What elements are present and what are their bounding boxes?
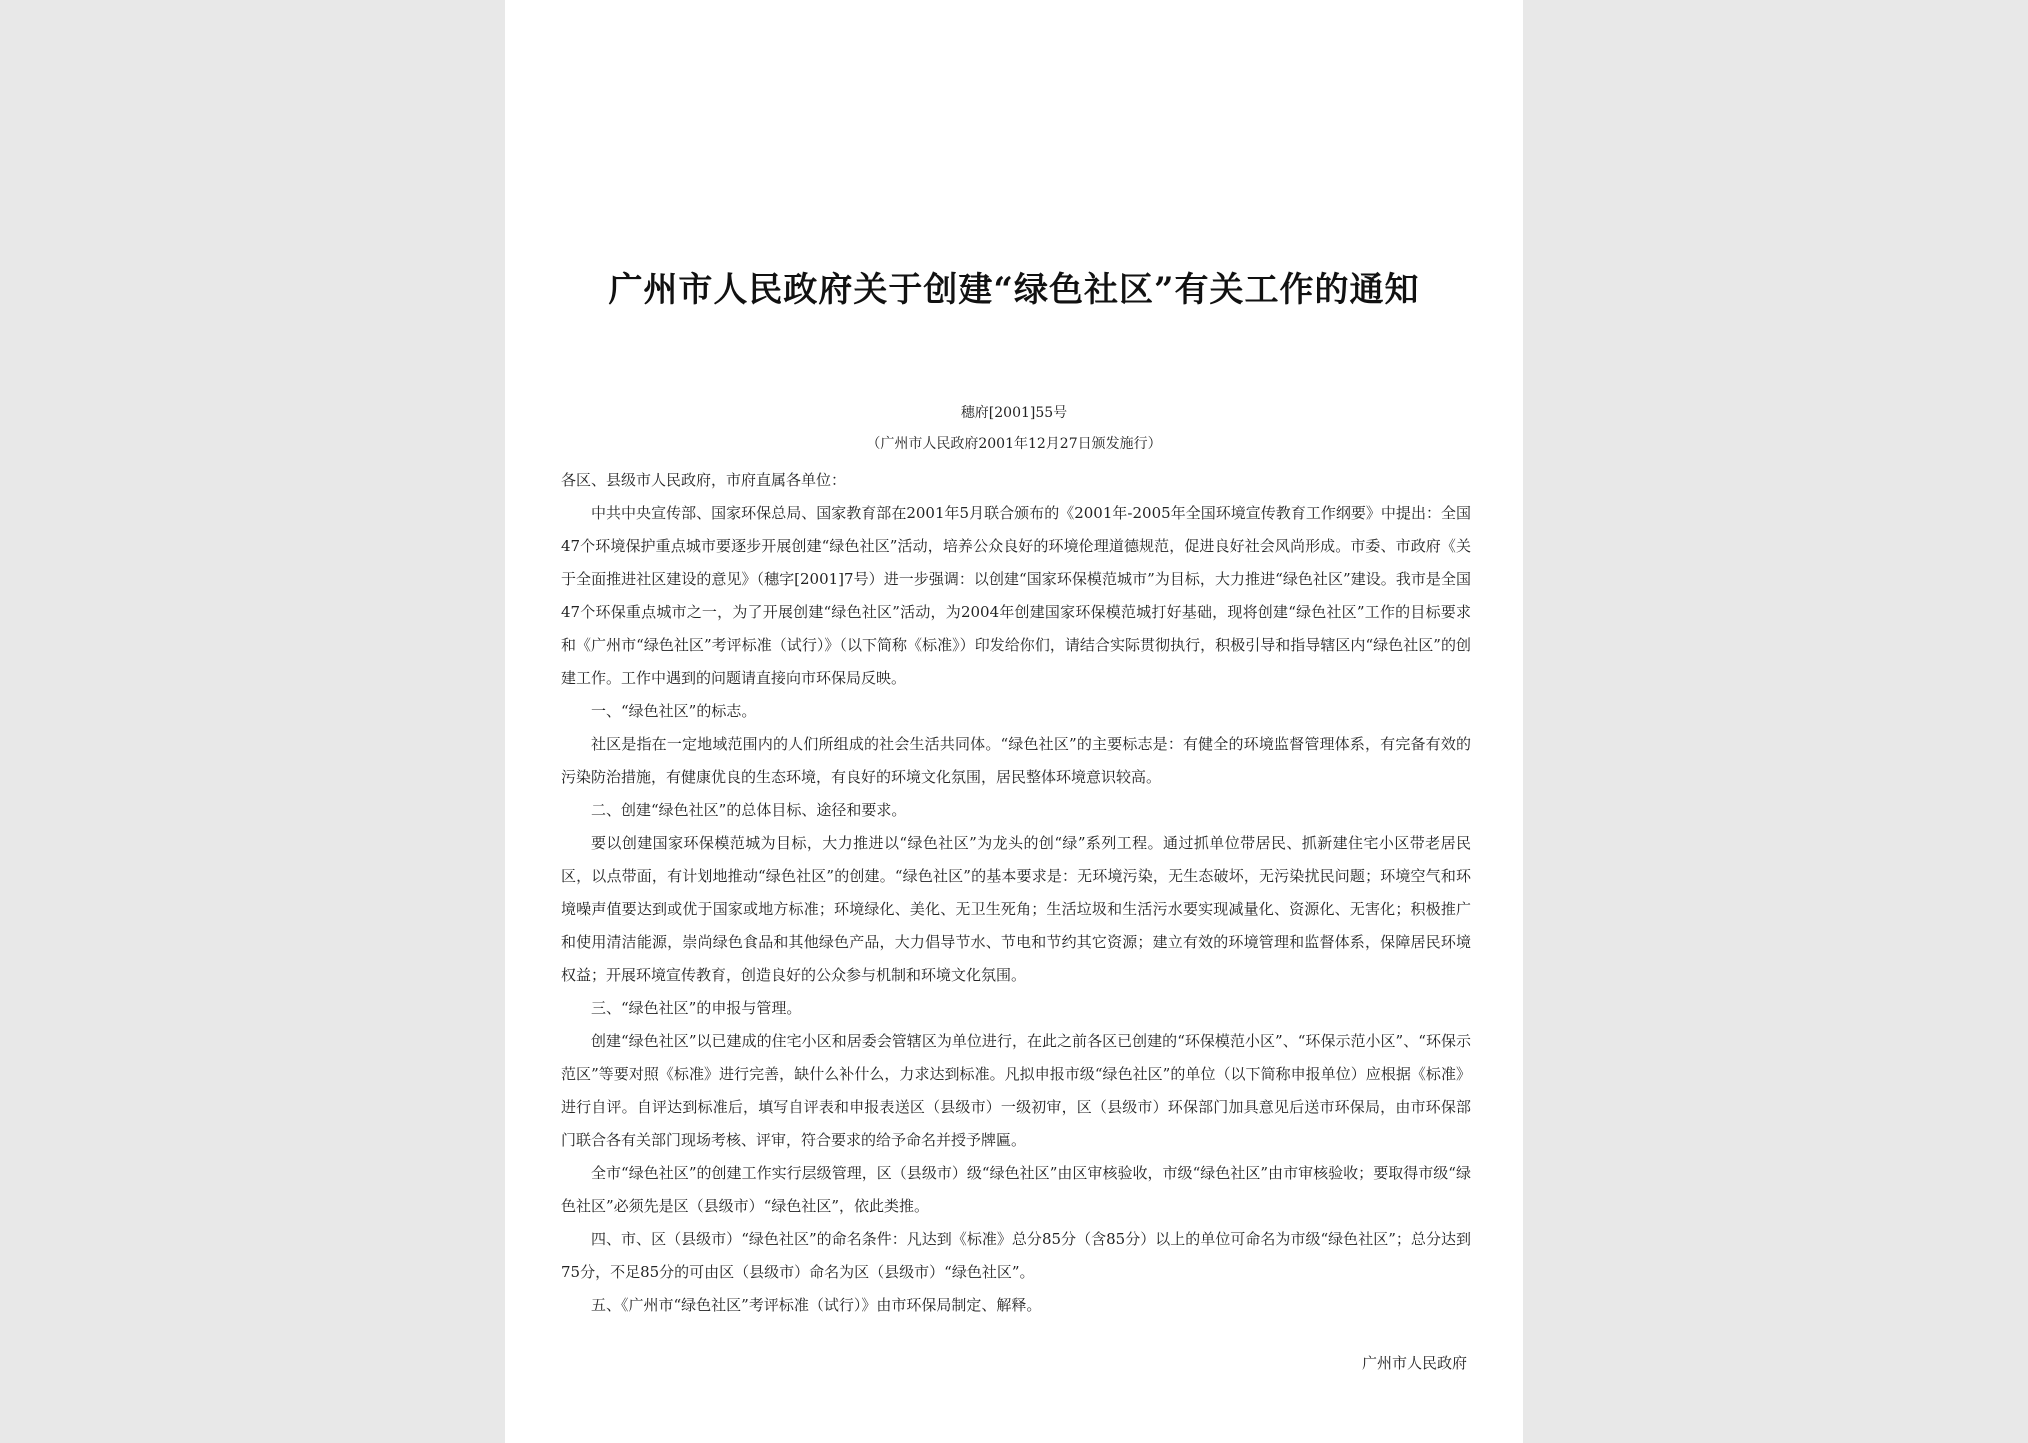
signature: 广州市人民政府: [1361, 1354, 1467, 1372]
section-heading-2: 二、创建“绿色社区”的总体目标、途径和要求。: [591, 801, 907, 819]
section-heading-5: 五、《广州市“绿色社区”考评标准（试行）》由市环保局制定、解释。: [591, 1296, 1042, 1314]
paragraph: 全市“绿色社区”的创建工作实行层级管理，区（县级市）级“绿色社区”由区审核验收，市级“绿色社区”由市审核验收；要取得市级“绿色社区”必须先是区（县级市）“绿色社区”，依此类推。: [561, 1164, 1471, 1215]
document-title: 广州市人民政府关于创建“绿色社区”有关工作的通知: [608, 270, 1420, 310]
document-body: [561, 464, 1471, 1322]
section-heading-3: 三、“绿色社区”的申报与管理。: [591, 999, 802, 1017]
paragraph: 要以创建国家环保模范城为目标，大力推进以“绿色社区”为龙头的创“绿”系列工程。通过抓单位带居民、抓新建住宅小区带老居民区，以点带面，有计划地推动“绿色社区”的创建。“绿色社区”的基本要求是：无环境污染，无生态破坏，无污染扰民问题；环境空气和环境噪声值要达到或优于国家或地方标准；环境绿化、美化、无卫生死角；生活垃圾和生活污水要实现减量化、资源化、无害化；积极推广和使用清洁能源，崇尚绿色食品和其他绿色产品，大力倡导节水、节电和节约其它资源；建立有效的环境管理和监督体系，保障居民环境权益；开展环境宣传教育，创造良好的公众参与机制和环境文化氛围。: [561, 834, 1471, 984]
paragraph: 社区是指在一定地域范围内的人们所组成的社会生活共同体。“绿色社区”的主要标志是：有健全的环境监督管理体系，有完备有效的污染防治措施，有健康优良的生态环境，有良好的环境文化氛围，居民整体环境意识较高。: [561, 735, 1471, 786]
salutation: 各区、县级市人民政府，市府直属各单位：: [561, 471, 847, 489]
section-heading-1: 一、“绿色社区”的标志。: [591, 702, 757, 720]
document-number: 穗府[2001]55号: [960, 405, 1068, 421]
paragraph: 中共中央宣传部、国家环保总局、国家教育部在2001年5月联合颁布的《2001年-2005年全国环境宣传教育工作纲要》中提出：全国47个环境保护重点城市要逐步开展创建“绿色社区”活动，培养公众良好的环境伦理道德规范，促进良好社会风尚形成。市委、市政府《关于全面推进社区建设的意见》（穗字[2001]7号）进一步强调：以创建“国家环保模范城市”为目标，大力推进“绿色社区”建设。我市是全国47个环保重点城市之一，为了开展创建“绿色社区”活动，为2004年创建国家环保模范城打好基础，现将创建“绿色社区”工作的目标要求和《广州市“绿色社区”考评标准（试行）》（以下简称《标准》）印发给你们，请结合实际贯彻执行，积极引导和指导辖区内“绿色社区”的创建工作。工作中遇到的问题请直接向市环保局反映。: [561, 504, 1471, 687]
document-page: [505, 0, 1523, 1443]
issued-note: （广州市人民政府2001年12月27日颁发施行）: [866, 436, 1162, 452]
paragraph: 创建“绿色社区”以已建成的住宅小区和居委会管辖区为单位进行，在此之前各区已创建的“环保模范小区”、“环保示范小区”、“环保示范区”等要对照《标准》进行完善，缺什么补什么，力求达到标准。凡拟申报市级“绿色社区”的单位（以下简称申报单位）应根据《标准》进行自评。自评达到标准后，填写自评表和申报表送区（县级市）一级初审，区（县级市）环保部门加具意见后送市环保局，由市环保部门联合各有关部门现场考核、评审，符合要求的给予命名并授予牌匾。: [561, 1032, 1471, 1149]
section-heading-4: 四、市、区（县级市）“绿色社区”的命名条件：凡达到《标准》总分85分（含85分）以上的单位可命名为市级“绿色社区”；总分达到75分，不足85分的可由区（县级市）命名为区（县级市）“绿色社区”。: [561, 1230, 1471, 1281]
